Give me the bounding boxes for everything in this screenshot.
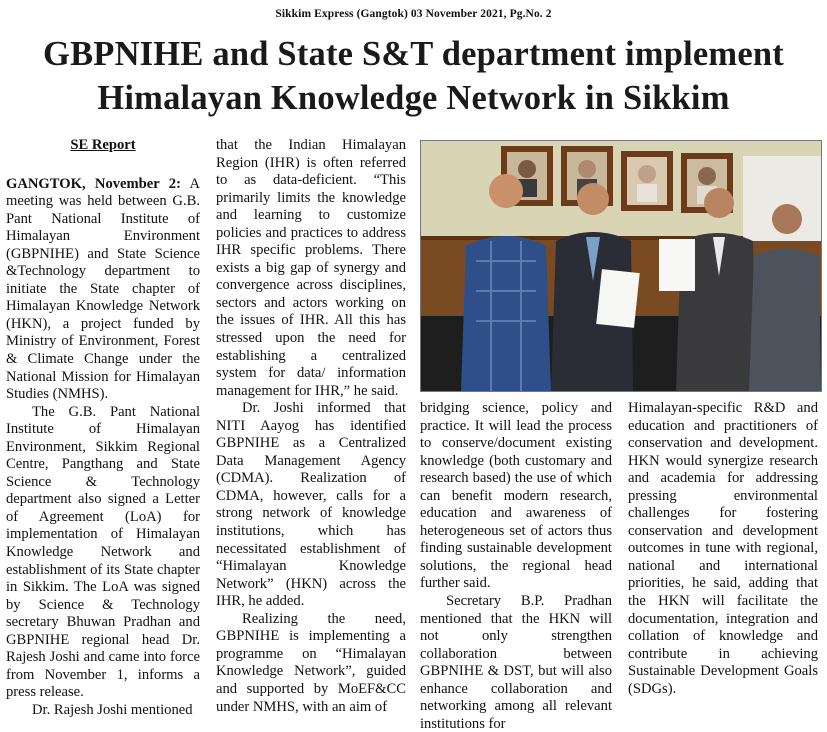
article-paragraph-4: Dr. Joshi informed that NITI Aayog has identified GBPNIHE as a Centralized Data Management Agency (CDMA). Realization of CDMA, however, calls for a strong network of knowledge institutions, which has necessitated establishment of “Himalayan Knowledge Network” (HKN) across the IHR, he added. [216, 400, 406, 610]
headline [6, 32, 821, 120]
article-paragraph-6-cont: Himalayan-specific R&D and education and practitioners of conservation and development. HKN would synergize research and academia for addressing pressing environmental challenges for fostering conservation and development outcomes in tune with regional, national and international priorities, he said, adding that the HKN will facilitate the documentation, integration and collation of knowledge and contribute in achieving Sustainable Development Goals (SDGs). [628, 400, 818, 697]
article-paragraph-1 [6, 176, 200, 404]
article-column-1 [6, 137, 200, 732]
photo-document-2 [659, 239, 695, 291]
headline-line-2: Himalayan Knowledge Network in Sikkim [97, 79, 730, 117]
photo-document-1 [596, 269, 640, 328]
photo-person-1-body [461, 236, 551, 391]
paragraph-1-text: A meeting was held between G.B. Pant National Institute of Himalayan Environment (GBPNIHE) and State Science &Technology department to initiate the State chapter of Himalayan Knowledge Network (HKN), a project funded by Ministry of Environment, Forest & Climate Change under the National Mission for Himalayan Studies (NMHS). [6, 175, 200, 403]
article-column-3 [420, 400, 612, 732]
article-paragraph-3-cont: that the Indian Himalayan Region (IHR) is often referred to as data-deficient. “This primarily limits the knowledge and learning to customize policies and practices to address IHR specific problems. There exists a big gap of synergy and convergence across disciplines, sectors and actors working on the issues of IHR. All this has stressed upon the need for establishing a centralized system for data/ information management for IHR,” he said. [216, 137, 406, 399]
photo-person-3-head [704, 188, 734, 218]
dateline: GANGTOK, November 2: [6, 175, 181, 192]
article-column-4 [628, 400, 818, 732]
article-paragraph-2: The G.B. Pant National Institute of Himalayan Environment, Sikkim Regional Centre, Pangthang and State Science & Technology department also signed a Letter of Agreement (LoA) for implementation of Himalayan Knowledge Network and establishment of its State chapter in Sikkim. The LoA was signed by Science & Technology secretary Bhuwan Pradhan and GBPNIHE regional head Dr. Rajesh Joshi and came into force from November 1, informs a press release. [6, 403, 200, 701]
headline-line-1: GBPNIHE and State S&T department implement [43, 35, 784, 73]
byline: SE Report [70, 137, 136, 153]
article-paragraph-5-cont: bridging science, policy and practice. It will lead the process to conserve/document existing knowledge (both customary and research based) the use of which can benefit modern research, education and awareness of heterogeneous set of actors thus finding sustainable development solutions, the regional head further said. [420, 400, 612, 592]
article-paragraph-6: Secretary B.P. Pradhan mentioned that the HKN will not only strengthen collaboration between GBPNIHE & DST, but will also enhance collaboration and networking among all relevant institutions for [420, 593, 612, 732]
photo-person-1-head [489, 174, 523, 208]
article-paragraph-5: Realizing the need, GBPNIHE is implementing a programme on “Himalayan Knowledge Network”, guided and supported by MoEF&CC under NMHS, with an aim of [216, 610, 406, 715]
news-photograph [420, 140, 822, 392]
photo-person-4-body [749, 249, 821, 392]
photo-illustration [421, 141, 821, 391]
photo-person-2-head [577, 183, 609, 215]
article-column-2 [216, 137, 406, 732]
article-paragraph-3: Dr. Rajesh Joshi mentioned [32, 701, 193, 718]
masthead: Sikkim Express (Gangtok) 03 November 2021, Pg.No. 2 [275, 8, 552, 20]
photo-person-4-head [772, 204, 802, 234]
